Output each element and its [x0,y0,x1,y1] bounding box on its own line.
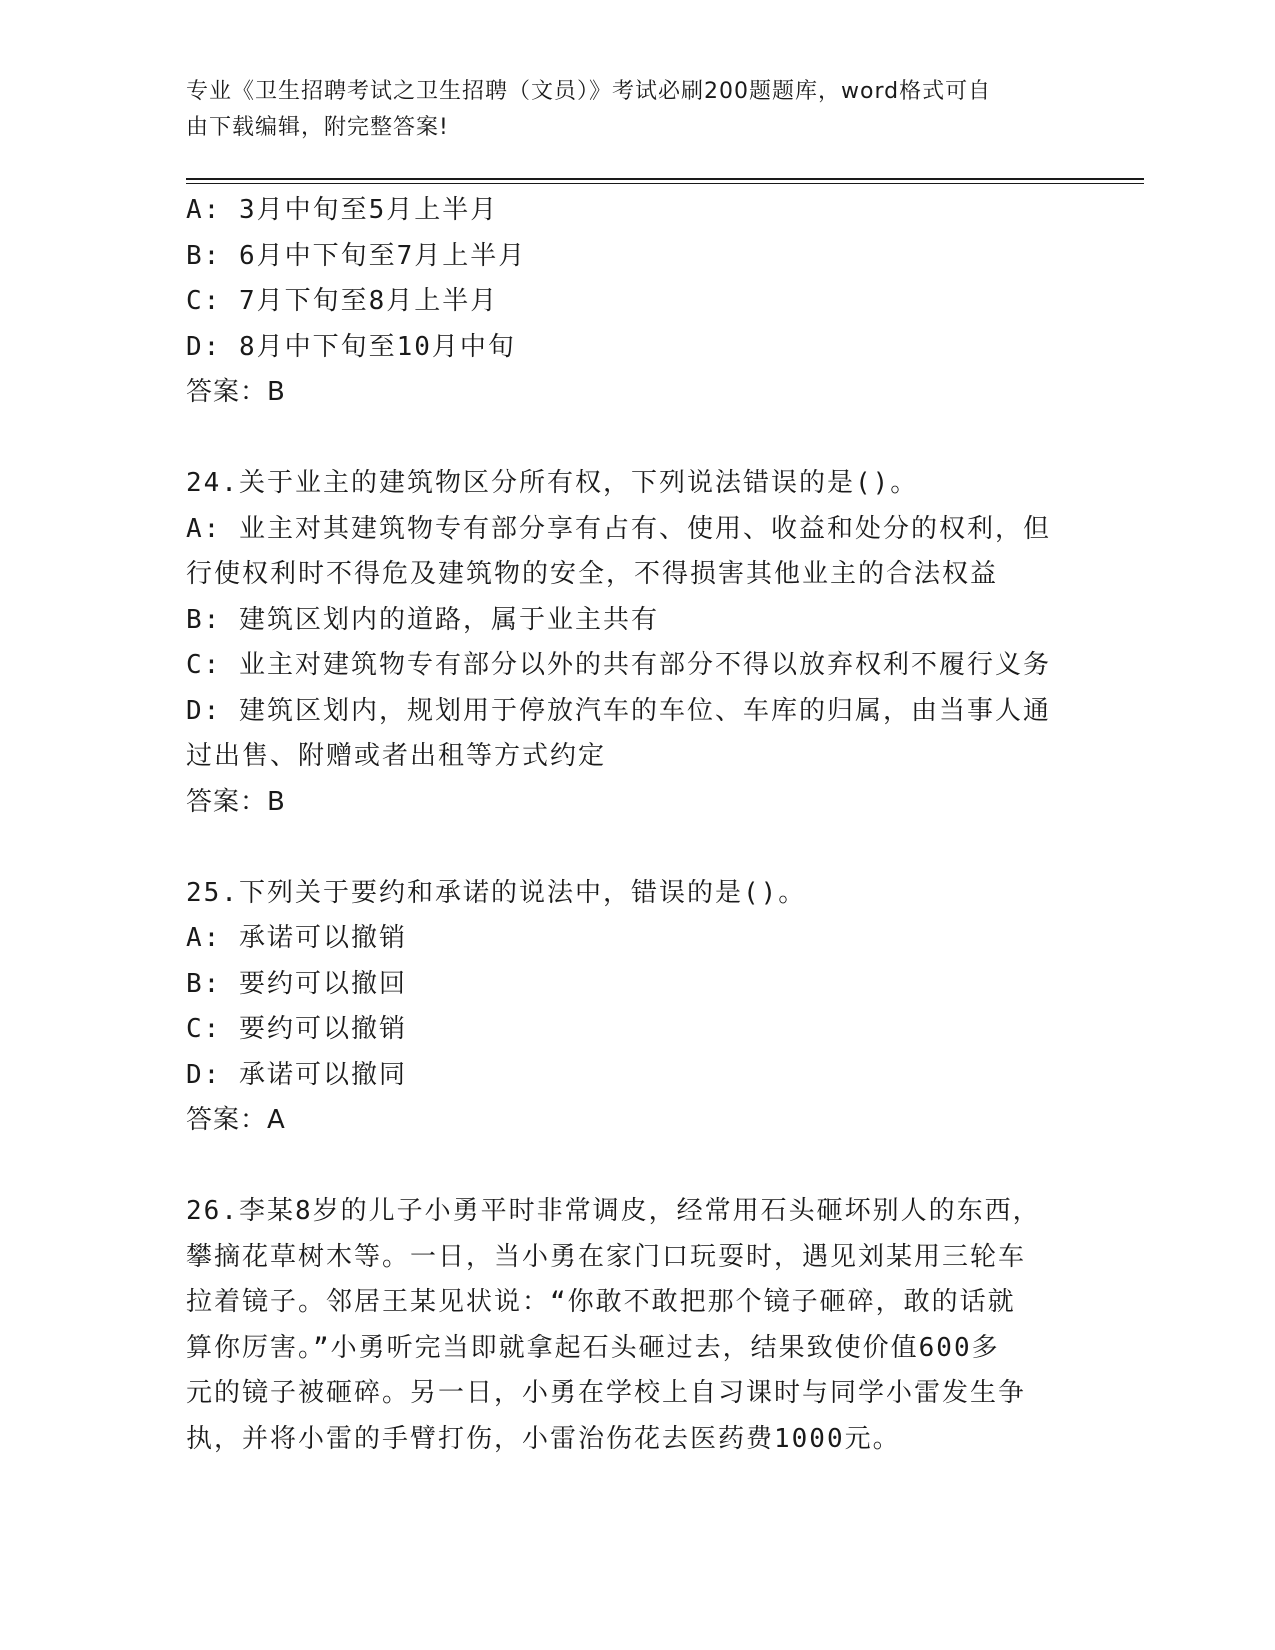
q24-answer: 答案：B [186,786,286,817]
q26-stem-line: 拉着镜子。邻居王某见状说：“你敢不敢把那个镜子砸碎，敢的话就 [186,1287,1016,1317]
header-line-1: 专业《卫生招聘考试之卫生招聘（文员）》考试必刷200题题库，word格式可自 [186,79,992,104]
header-divider-thin [186,183,1144,184]
spacer [186,416,1076,462]
spacer [186,1144,1076,1190]
q25-option-a: A: 承诺可以撤销 [186,923,407,953]
q26-stem-line: 执，并将小雷的手臂打伤，小雷治伤花去医药费1000元。 [186,1423,901,1454]
q26-stem-line: 算你厉害。”小勇听完当即就拿起石头砸过去，结果致使价值600多 [186,1332,1000,1363]
q25-option-b: B: 要约可以撤回 [186,968,407,999]
q24-option-a: A: 业主对其建筑物专有部分享有占有、使用、收益和处分的权利，但 [186,513,1051,544]
q23-option-b: B: 6月中下旬至7月上半月 [186,240,527,271]
q26-stem-line: 攀摘花草树木等。一日，当小勇在家门口玩耍时，遇见刘某用三轮车 [186,1241,1027,1272]
q24-option-c: C: 业主对建筑物专有部分以外的共有部分不得以放弃权利不履行义务 [186,650,1051,680]
q24-option-d-cont: 过出售、附赠或者出租等方式约定 [186,741,607,771]
q25-stem: 25.下列关于要约和承诺的说法中，错误的是()。 [186,877,807,908]
question-25 [186,871,1076,1144]
question-23 [186,188,1076,416]
q24-option-a-cont: 行使权利时不得危及建筑物的安全，不得损害其他业主的合法权益 [186,559,999,589]
q23-option-c: C: 7月下旬至8月上半月 [186,286,499,316]
q23-option-d: D: 8月中下旬至10月中旬 [186,331,516,362]
document-body [186,188,1076,1462]
q25-option-d: D: 承诺可以撤同 [186,1059,407,1090]
q25-option-c: C: 要约可以撤销 [186,1014,407,1044]
q24-option-b: B: 建筑区划内的道路，属于业主共有 [186,604,659,635]
question-24 [186,461,1076,825]
document-header [186,74,1066,146]
header-line-2: 由下载编辑，附完整答案! [186,115,449,140]
q25-answer: 答案：A [186,1105,286,1135]
q24-stem: 24.关于业主的建筑物区分所有权，下列说法错误的是()。 [186,468,919,498]
q26-stem-line: 26.李某8岁的儿子小勇平时非常调皮，经常用石头砸坏别人的东西， [186,1196,1041,1226]
q26-stem-line: 元的镜子被砸碎。另一日，小勇在学校上自习课时与同学小雷发生争 [186,1378,1027,1408]
q23-option-a: A: 3月中旬至5月上半月 [186,195,499,225]
q24-option-d: D: 建筑区划内，规划用于停放汽车的车位、车库的归属，由当事人通 [186,695,1051,726]
spacer [186,825,1076,871]
question-26 [186,1189,1076,1462]
q23-answer: 答案：B [186,377,286,407]
header-divider-thick [186,178,1144,180]
